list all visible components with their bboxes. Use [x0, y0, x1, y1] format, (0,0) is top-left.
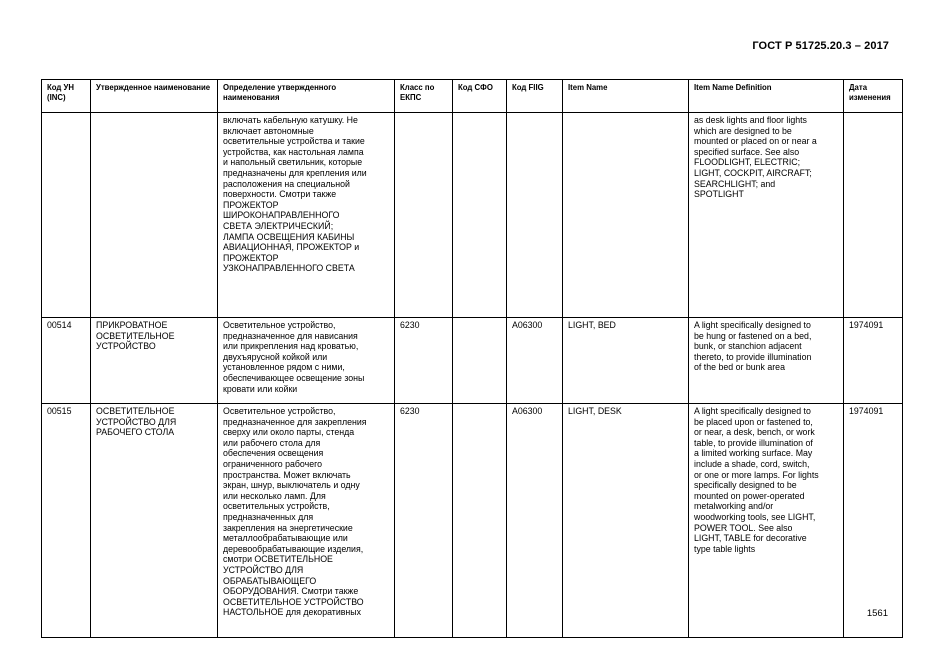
cell-ekps-class: 6230: [395, 404, 453, 638]
cell-change-date: 1974091: [844, 318, 903, 404]
cell-inc: [42, 113, 91, 318]
cell-inc: 00514: [42, 318, 91, 404]
page-number: 1561: [866, 608, 888, 619]
document-standard-number: ГОСТ Р 51725.20.3 – 2017: [752, 40, 889, 52]
cell-approved-name: ОСВЕТИТЕЛЬНОЕ УСТРОЙСТВО ДЛЯ РАБОЧЕГО СТОЛА: [91, 404, 218, 638]
cell-name-definition: Осветительное устройство, предназначенное для закрепления сверху или около парты, стенда или рабочего стола для обеспечения освещения ограниченного рабочего пространства. Может включать экран, шнур, выключатель и одну или несколько ламп. Для осветительных устройств, предназначенных для закрепления на энергетические металлообрабатывающие или деревообрабатывающие изделия, смотри ОСВЕТИТЕЛЬНОЕ УСТРОЙСТВО ДЛЯ ОБРАБАТЫВАЮЩЕГО ОБОРУДОВАНИЯ. Смотри также ОСВЕТИТЕЛЬНОЕ УСТРОЙСТВО НАСТОЛЬНОЕ для декоративных: [218, 404, 395, 638]
cell-name-definition: Осветительное устройство, предназначенное для нависания или прикрепления над кроватью, двухъярусной койкой или установленное рядом с ними, обеспечивающее освещение зоны кровати или койки: [218, 318, 395, 404]
table-row: [42, 318, 903, 404]
cell-fiig-code: A06300: [507, 404, 563, 638]
column-header-sfo-code: Код СФО: [453, 80, 507, 113]
cell-item-name-definition: A light specifically designed to be placed upon or fastened to, or near, a desk, bench, or work table, to provide illumination of a limited working surface. May include a shade, cord, switch, or one or more lamps. For lights specifically designed to be mounted on power-operated metalworking and/or woodworking tools, see LIGHT, POWER TOOL. See also LIGHT, TABLE for decorative type table lights: [689, 404, 844, 638]
cell-item-name: [563, 113, 689, 318]
cell-ekps-class: 6230: [395, 318, 453, 404]
column-header-item-name-definition: Item Name Definition: [689, 80, 844, 113]
table-header-row: [42, 80, 903, 113]
table-row: [42, 404, 903, 638]
cell-item-name: LIGHT, BED: [563, 318, 689, 404]
cell-sfo-code: [453, 318, 507, 404]
column-header-inc: Код УН (INC): [42, 80, 91, 113]
cell-item-name: LIGHT, DESK: [563, 404, 689, 638]
cell-sfo-code: [453, 404, 507, 638]
cell-fiig-code: A06300: [507, 318, 563, 404]
catalog-table: [41, 79, 903, 638]
column-header-fiig-code: Код FIIG: [507, 80, 563, 113]
column-header-change-date: Дата изменения: [844, 80, 903, 113]
cell-name-definition: включать кабельную катушку. Не включает автономные осветительные устройства и такие устройства, как настольная лампа и напольный светильник, которые предназначены для крепления или расположения на специальной поверхности. Смотри также ПРОЖЕКТОР ШИРОКОНАПРАВЛЕННОГО СВЕТА ЭЛЕКТРИЧЕСКИЙ; ЛАМПА ОСВЕЩЕНИЯ КАБИНЫ АВИАЦИОННАЯ, ПРОЖЕКТОР и ПРОЖЕКТОР УЗКОНАПРАВЛЕННОГО СВЕТА: [218, 113, 395, 318]
cell-sfo-code: [453, 113, 507, 318]
column-header-item-name: Item Name: [563, 80, 689, 113]
cell-item-name-definition: A light specifically designed to be hung or fastened on a bed, bunk, or stanchion adjacent thereto, to provide illumination of the bed or bunk area: [689, 318, 844, 404]
cell-inc: 00515: [42, 404, 91, 638]
cell-approved-name: [91, 113, 218, 318]
cell-item-name-definition: as desk lights and floor lights which are designed to be mounted or placed on or near a specified surface. See also FLOODLIGHT, ELECTRIC; LIGHT, COCKPIT, AIRCRAFT; SEARCHLIGHT; and SPOTLIGHT: [689, 113, 844, 318]
table-row: [42, 113, 903, 318]
cell-ekps-class: [395, 113, 453, 318]
cell-approved-name: ПРИКРОВАТНОЕ ОСВЕТИТЕЛЬНОЕ УСТРОЙСТВО: [91, 318, 218, 404]
cell-change-date: [844, 113, 903, 318]
cell-fiig-code: [507, 113, 563, 318]
column-header-approved-name: Утвержденное наименование: [91, 80, 218, 113]
column-header-name-definition: Определение утвержденного наименования: [218, 80, 395, 113]
column-header-ekps-class: Класс по ЕКПС: [395, 80, 453, 113]
cell-change-date: 1974091: [844, 404, 903, 638]
